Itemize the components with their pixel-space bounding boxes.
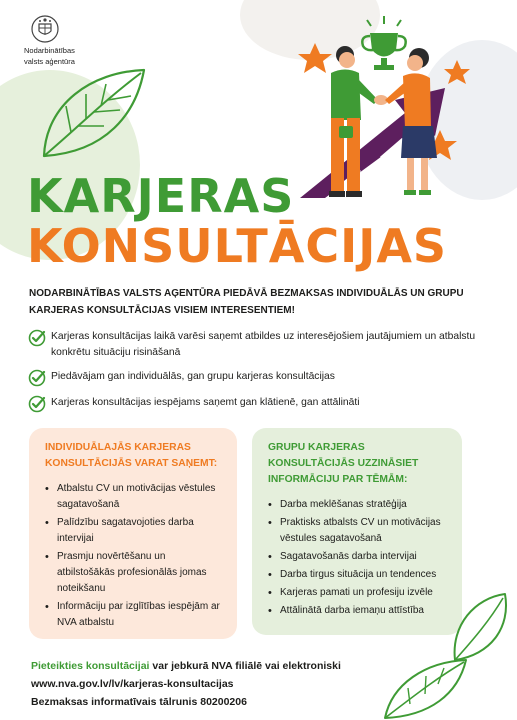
logo-text-line1: Nodarbinātības [24,46,75,55]
list-item: • Praktisks atbalsts CV un motivācijas vēstules sagatavošanā [268,515,450,547]
woman-figure-icon [385,48,437,195]
apply-rest-text: var jebkurā NVA filiālē vai elektroniski [149,660,341,672]
list-item: • Informāciju par izglītības iespējām ar NVA atbalstu [45,599,225,631]
title-line1: KARJERAS [27,169,295,223]
intro-text: NODARBINĀTĪBAS VALSTS AĢENTŪRA PIEDĀVĀ BEZMAKSAS INDIVIDUĀLĀS UN GRUPU KARJERAS KONSULTĀCIJAS VISIEM INTERESENTIEM! [29,288,464,316]
leaf-icon [36,64,151,164]
footer-url[interactable]: www.nva.gov.lv/lv/karjeras-konsultacijas [31,678,234,690]
list-item: • Prasmju novērtēšanu un atbilstošākās profesionālās jomas noteikšanu [45,549,225,597]
list-item: • Sagatavošanās darba intervijai [268,549,450,565]
list-item-text: Karjeras konsultācijas laikā varēsi saņemt atbildes uz interesējošiem jautājumiem un atbalstu konkrētu situāciju risināšanā [51,331,476,358]
list-item [28,369,478,387]
leaf-icon [380,654,470,720]
coat-of-arms-icon [30,14,60,44]
check-circle-icon [28,329,46,347]
list-item [28,329,478,361]
individual-box-title: INDIVIDUĀLAJĀS KARJERAS KONSULTĀCIJĀS VARAT SAŅEMT: [45,442,218,469]
list-item: • Palīdzību sagatavojoties darba intervijai [45,515,225,547]
group-list [268,497,450,619]
hero-illustration [285,8,485,208]
individual-list [45,481,225,631]
logo-text-line2: valsts aģentūra [24,57,75,66]
footer-apply-line [31,657,341,675]
list-item: • Attālinātā darba iemaņu attīstība [268,603,450,619]
trophy-icon [362,16,405,70]
list-item: • Atbalstu CV un motivācijas vēstules sagatavošanā [45,481,225,513]
list-item: • Karjeras pamati un profesiju izvēle [268,585,450,601]
benefits-list [28,329,478,421]
list-item: • Darba tirgus situācija un tendences [268,567,450,583]
agency-logo [24,14,114,66]
footer-phone: Bezmaksas informatīvais tālrunis 80200206 [31,696,247,708]
list-item-text: Karjeras konsultācijas iespējams saņemt gan klātienē, gan attālināti [51,397,360,408]
individual-consultations-box [29,428,237,639]
list-item: • Darba meklēšanas stratēģija [268,497,450,513]
group-consultations-box [252,428,462,635]
list-item-text: Piedāvājam gan individuālās, gan grupu karjeras konsultācijas [51,371,335,382]
man-figure-icon [329,46,378,197]
group-box-title: GRUPU KARJERAS KONSULTĀCIJĀS UZZINĀSIET INFORMĀCIJU PAR TĒMĀM: [268,442,419,485]
footer [31,657,341,711]
check-circle-icon [28,369,46,387]
check-circle-icon [28,395,46,413]
list-item [28,395,478,413]
title-line2: KONSULTĀCIJAS [27,219,448,273]
apply-link[interactable]: Pieteikties konsultācijai [31,660,150,672]
